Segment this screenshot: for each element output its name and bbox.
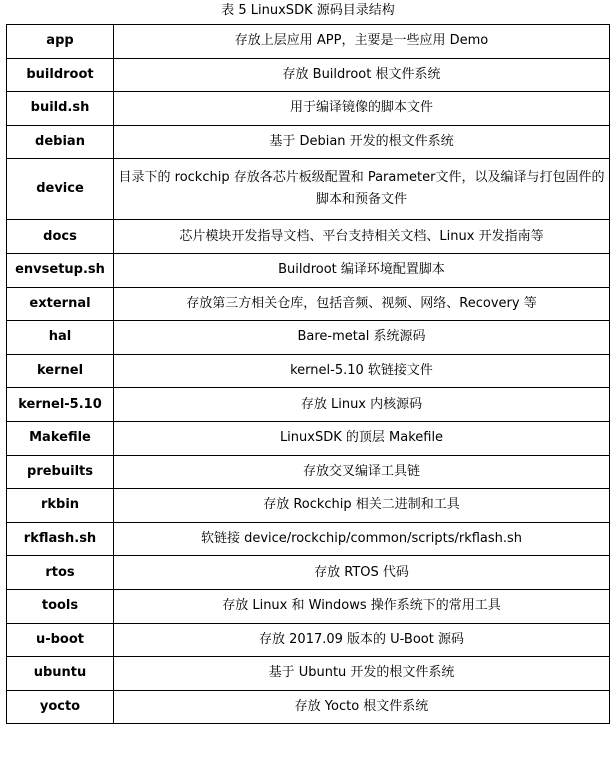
table-row [7,253,610,287]
table-row [7,690,610,724]
directory-description: 基于 Ubuntu 开发的根文件系统 [114,657,610,691]
table-row [7,556,610,590]
sdk-directory-table [6,24,610,724]
directory-description: 存放 Buildroot 根文件系统 [114,58,610,92]
directory-description: kernel-5.10 软链接文件 [114,354,610,388]
table-row [7,489,610,523]
directory-description: 存放第三方相关仓库，包括音频、视频、网络、Recovery 等 [114,287,610,321]
table-row [7,388,610,422]
directory-name: app [7,25,114,59]
table-row [7,657,610,691]
directory-description: 存放 Linux 内核源码 [114,388,610,422]
directory-description: 存放 Yocto 根文件系统 [114,690,610,724]
directory-description: LinuxSDK 的顶层 Makefile [114,421,610,455]
table-row [7,589,610,623]
directory-name: tools [7,589,114,623]
directory-description: Bare-metal 系统源码 [114,321,610,355]
directory-name: device [7,159,114,220]
directory-name: yocto [7,690,114,724]
directory-description: 存放交叉编译工具链 [114,455,610,489]
directory-description: 目录下的 rockchip 存放各芯片板级配置和 Parameter文件，以及编译与打包固件的脚本和预备文件 [114,159,610,220]
directory-name: debian [7,125,114,159]
table-row [7,522,610,556]
directory-description: 芯片模块开发指导文档、平台支持相关文档、Linux 开发指南等 [114,220,610,254]
directory-name: Makefile [7,421,114,455]
directory-name: hal [7,321,114,355]
table-body [7,25,610,724]
directory-description: 用于编译镜像的脚本文件 [114,92,610,126]
table-row [7,58,610,92]
directory-name: rtos [7,556,114,590]
directory-name: envsetup.sh [7,253,114,287]
directory-description: 存放 Linux 和 Windows 操作系统下的常用工具 [114,589,610,623]
directory-name: docs [7,220,114,254]
table-caption: 表 5 LinuxSDK 源码目录结构 [221,3,395,18]
directory-description: 存放 RTOS 代码 [114,556,610,590]
table-row [7,220,610,254]
directory-name: build.sh [7,92,114,126]
table-row [7,25,610,59]
directory-name: u-boot [7,623,114,657]
table-row [7,455,610,489]
directory-description: Buildroot 编译环境配置脚本 [114,253,610,287]
directory-description: 存放 2017.09 版本的 U-Boot 源码 [114,623,610,657]
directory-description: 软链接 device/rockchip/common/scripts/rkflash.sh [114,522,610,556]
directory-name: kernel-5.10 [7,388,114,422]
table-row [7,125,610,159]
directory-name: rkbin [7,489,114,523]
directory-name: buildroot [7,58,114,92]
directory-name: prebuilts [7,455,114,489]
directory-description: 基于 Debian 开发的根文件系统 [114,125,610,159]
directory-name: ubuntu [7,657,114,691]
directory-description: 存放上层应用 APP，主要是一些应用 Demo [114,25,610,59]
table-row [7,354,610,388]
table-row [7,287,610,321]
table-row [7,321,610,355]
directory-name: external [7,287,114,321]
table-row [7,623,610,657]
directory-name: rkflash.sh [7,522,114,556]
table-row [7,421,610,455]
table-row [7,159,610,220]
directory-description: 存放 Rockchip 相关二进制和工具 [114,489,610,523]
directory-name: kernel [7,354,114,388]
table-row [7,92,610,126]
